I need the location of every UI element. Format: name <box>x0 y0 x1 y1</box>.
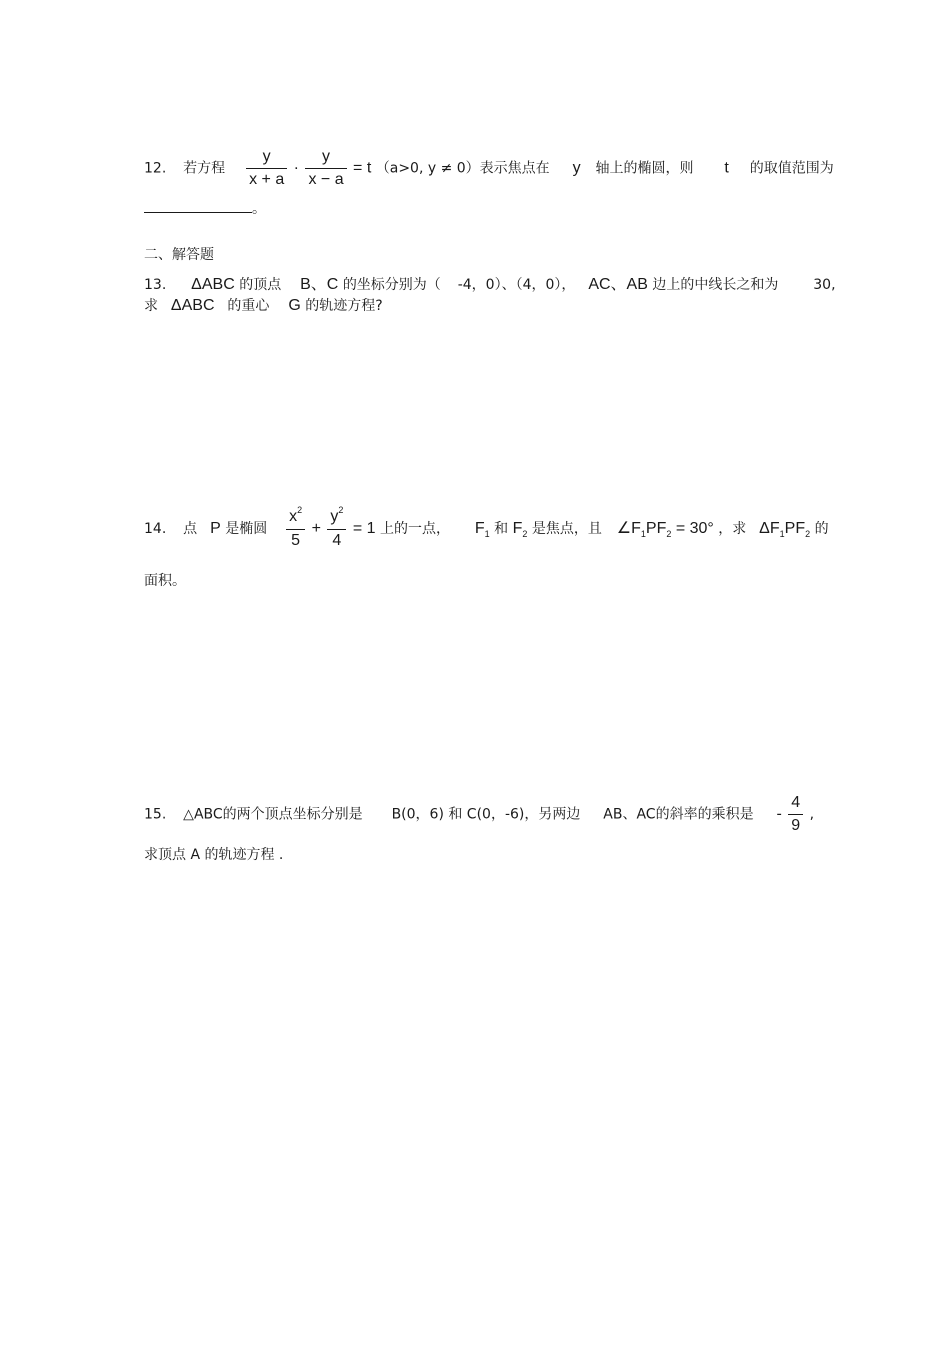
question-12 <box>144 146 834 191</box>
q14-triangle: $\Delta F_1PF_2$ <box>759 520 811 539</box>
q12-fraction-2: $\frac{y}{x - a}$ <box>305 146 346 191</box>
q12-end: 。 <box>252 201 266 217</box>
section-heading: 二、解答题 <box>144 247 214 263</box>
q14-angle: $\angle F_1PF_2 = 30^\circ$ <box>616 520 714 539</box>
question-14-line-1: 14. 点 P 是椭圆 $\frac{x^2}{5}$ + $\frac{y^2}{4}$ = 1 上的一点， $F_1$ 和 $F_2$ 是焦点，且 $\angle F_1PF_2 = 30^\circ$ ，求 $\Delta F_1PF_2$ 的 <box>144 506 829 552</box>
q12-dot: · <box>293 159 299 177</box>
answer-blank-line[interactable] <box>144 202 252 213</box>
question-13-line-1: 13. ΔABC 的顶点 B、C 的坐标分别为（ -4，0）、（4，0）， AC、AB 边上的中线长之和为 30, <box>144 276 836 293</box>
q12-axis: y <box>572 159 581 177</box>
q14-number: 14. <box>144 521 167 537</box>
q12-mid: 轴上的椭圆，则 <box>595 160 694 177</box>
question-14-line-2: 面积。 <box>144 573 186 589</box>
q12-number: 12. <box>144 160 167 177</box>
q14-fraction-x: $\frac{x^2}{5}$ <box>286 506 305 552</box>
question-15-line-1: 15. △ABC的两个顶点坐标分别是 B(0，6) 和 C(0，-6)，另两边 AB、AC的斜率的乘积是 - $\frac{4}{9}$ , <box>144 792 814 837</box>
q13-triangle-2: ΔABC <box>170 297 215 314</box>
q13-triangle: ΔABC <box>191 276 235 293</box>
q15-number: 15. <box>144 806 167 823</box>
question-15-line-2: 求顶点 A 的轨迹方程 . <box>144 847 284 863</box>
q12-answer-blank[interactable] <box>144 198 266 218</box>
q14-fraction-y: $\frac{y^2}{4}$ <box>327 506 346 552</box>
question-13-line-2: 求 ΔABC 的重心 G 的轨迹方程? <box>144 297 383 314</box>
q12-tail: 的取值范围为 <box>749 160 834 177</box>
q12-equals: = t <box>353 159 372 177</box>
q12-lead: 若方程 <box>183 160 226 177</box>
q12-condition: （a>0, y ≠ 0）表示焦点在 <box>375 160 550 177</box>
q12-t: t <box>724 159 729 177</box>
q12-fraction-1: $\frac{y}{x + a}$ <box>246 146 287 191</box>
q13-number: 13. <box>144 277 167 293</box>
q15-fraction: $\frac{4}{9}$ <box>788 792 803 837</box>
